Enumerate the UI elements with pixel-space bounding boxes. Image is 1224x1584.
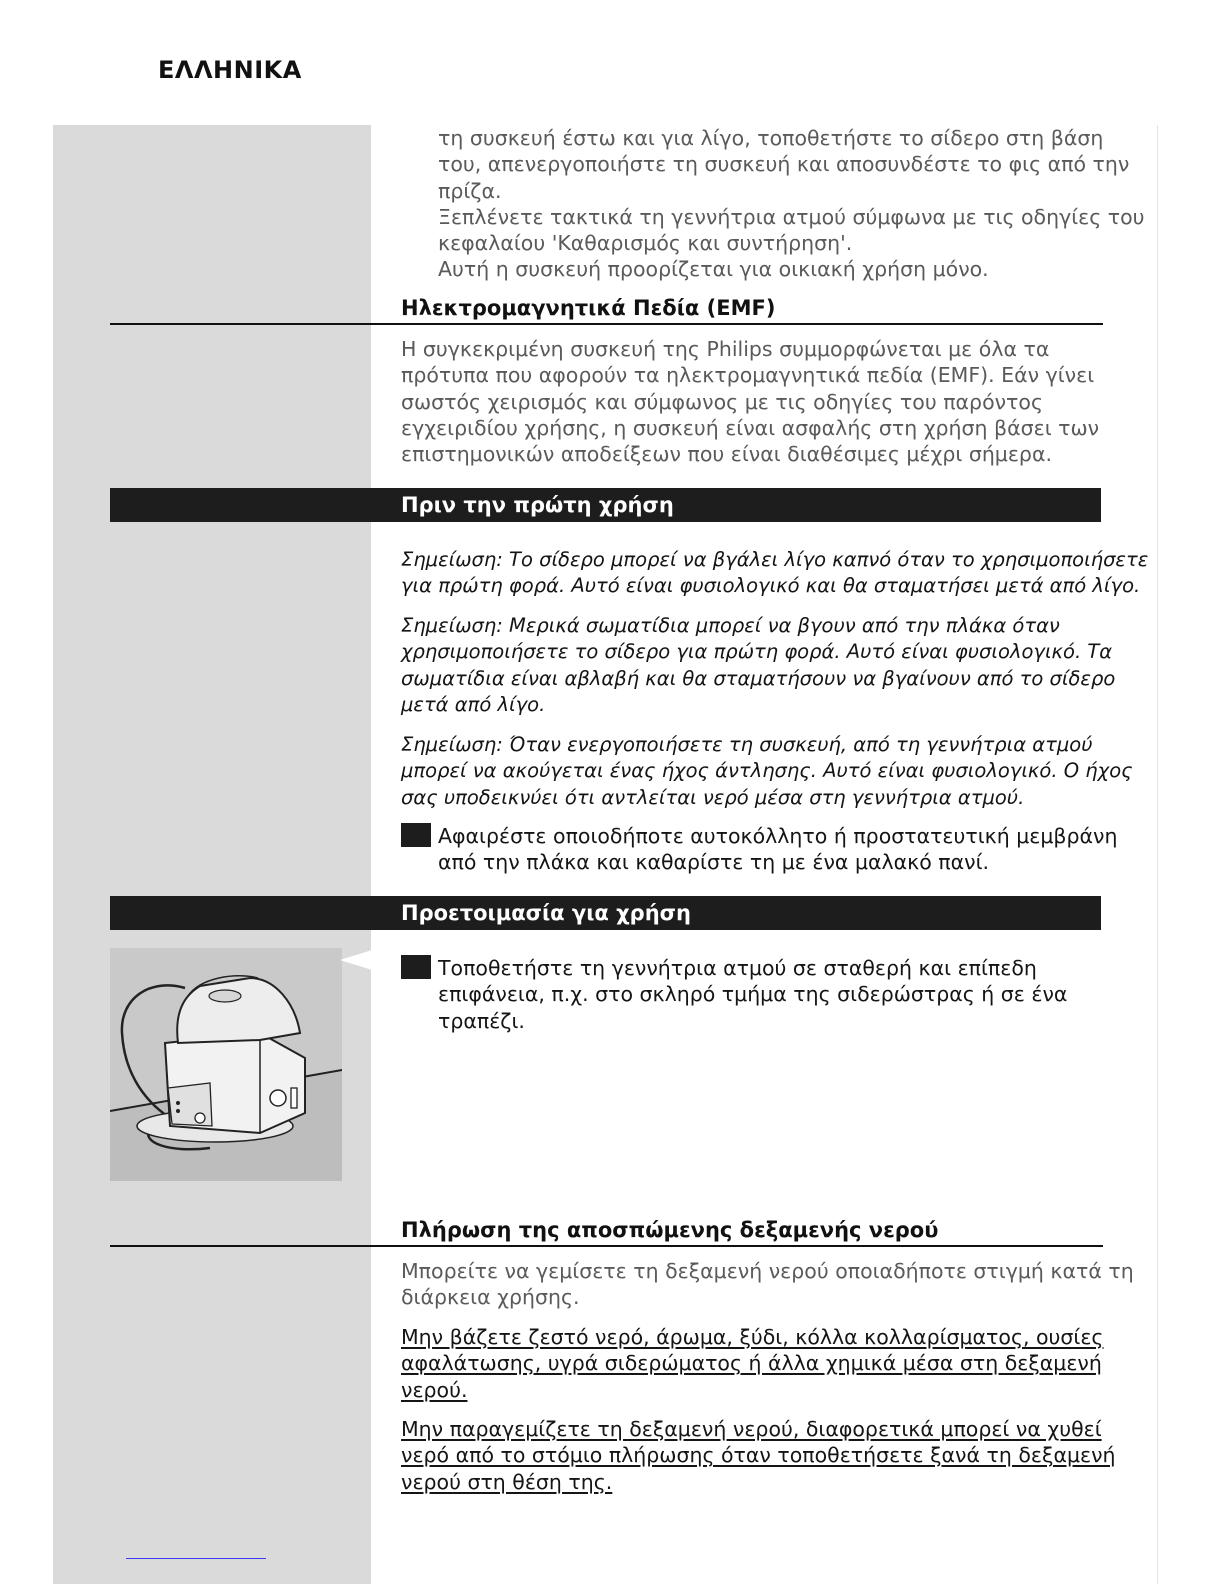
step-bullet-icon <box>401 823 431 847</box>
emf-line: Η συγκεκριμένη συσκευή της Philips συμμορφώνεται με όλα τα <box>401 337 1050 361</box>
note-line: μετά από λίγο. <box>401 692 546 716</box>
note-line: σωματίδια είναι αβλαβή και θα σταματήσουν να βγαίνουν από το σίδερο <box>401 666 1116 690</box>
step-line: Τοποθετήστε τη γεννήτρια ατμού σε σταθερή και επίπεδη <box>438 956 1037 980</box>
warning-line: Μην βάζετε ζεστό νερό, άρωμα, ξύδι, κόλλα κολλαρίσματος, ουσίες <box>401 1325 1104 1349</box>
steam-generator-icon <box>110 948 342 1181</box>
emf-line: επιστημονικών αποδείξεων που είναι διαθέσιμες μέχρι σήμερα. <box>401 442 1052 467</box>
figure-callout-pointer <box>340 950 372 970</box>
warning-line: νερού στη θέση της. <box>401 1469 613 1494</box>
intro-line: τη συσκευή έστω και για λίγο, τοποθετήστε το σίδερο στη βάση <box>438 126 1104 150</box>
warning-line: αφαλάτωσης, υγρά σιδερώματος ή άλλα χημικά μέσα στη δεξαμενή <box>401 1351 1102 1376</box>
warning-no-overfill <box>401 1416 1116 1495</box>
warning-line: Μην παραγεμίζετε τη δεξαμενή νερού, διαφορετικά μπορεί να χυθεί <box>401 1417 1102 1441</box>
section-rule <box>110 1245 1103 1247</box>
tank-paragraph <box>401 1258 1134 1311</box>
page-language-title: ΕΛΛΗΝΙΚΑ <box>158 56 302 84</box>
note-line: μπορεί να ακούγεται ένας ήχος άντλησης. Αυτό είναι φυσιολογικό. Ο ήχος <box>401 759 1133 783</box>
section-rule <box>110 323 1103 325</box>
intro-text <box>438 125 1145 283</box>
warning-no-additives <box>401 1324 1103 1403</box>
first-use-heading: Πριν την πρώτη χρήση <box>401 493 674 517</box>
emf-line: πρότυπα που αφορούν τα ηλεκτρομαγνητικά πεδία (EMF). Εάν γίνει <box>401 363 1095 388</box>
note-line: για πρώτη φορά. Αυτό είναι φυσιολογικό και θα σταματήσει μετά από λίγο. <box>401 574 1141 598</box>
note-line: Σημείωση: Μερικά σωματίδια μπορεί να βγουν από την πλάκα όταν <box>401 614 1060 637</box>
intro-line: κεφαλαίου 'Καθαρισμός και συντήρηση'. <box>438 231 853 256</box>
note-particles <box>401 613 1115 718</box>
note-line: σας υποδεικνύει ότι αντλείται νερό μέσα στη γεννήτρια ατμού. <box>401 785 1025 809</box>
note-line: Σημείωση: Το σίδερο μπορεί να βγάλει λίγο καπνό όταν το χρησιμοποιήσετε <box>401 548 1149 571</box>
tank-line: Μπορείτε να γεμίσετε τη δεξαμενή νερού οποιαδήποτε στιγμή κατά τη <box>401 1259 1134 1283</box>
emf-paragraph <box>401 336 1099 467</box>
note-pump-sound <box>401 732 1133 811</box>
emf-line: εγχειριδίου χρήσης, η συσκευή είναι ασφαλής στη χρήση βάσει των <box>401 415 1100 440</box>
step-remove-sticker <box>438 823 1117 876</box>
note-smoke <box>401 547 1148 600</box>
emf-heading: Ηλεκτρομαγνητικά Πεδία (EMF) <box>401 296 776 320</box>
step-line: επιφάνεια, π.χ. στο σκληρό τμήμα της σιδερώστρας ή σε ένα <box>438 982 1068 1007</box>
step-line: τραπέζι. <box>438 1008 525 1033</box>
step-place-generator <box>438 955 1067 1034</box>
section-bar-preparation <box>110 896 1101 930</box>
warning-line: νερού. <box>401 1377 468 1402</box>
step-line: Αφαιρέστε οποιοδήποτε αυτοκόλλητο ή προστατευτική μεμβράνη <box>438 824 1118 848</box>
emf-line: σωστός χειρισμός και σύμφωνος με τις οδηγίες του παρόντος <box>401 389 1043 414</box>
tank-line: διάρκεια χρήσης. <box>401 1285 580 1310</box>
section-bar-first-use <box>110 488 1101 522</box>
margin-column <box>53 125 371 1584</box>
steam-generator-illustration <box>110 948 342 1181</box>
note-line: χρησιμοποιήσετε το σίδερο για πρώτη φορά. Αυτό είναι φυσιολογικό. Τα <box>401 640 1113 664</box>
warning-line: νερό από το στόμιο πλήρωσης όταν τοποθετήσετε ξανά τη δεξαμενή <box>401 1443 1116 1468</box>
intro-line: Αυτή η συσκευή προορίζεται για οικιακή χρήση μόνο. <box>438 257 989 282</box>
right-margin-rule <box>1157 125 1158 1584</box>
preparation-heading: Προετοιμασία για χρήση <box>401 901 691 925</box>
intro-line: πρίζα. <box>438 178 502 203</box>
tank-heading: Πλήρωση της αποσπώμενης δεξαμενής νερού <box>401 1218 939 1242</box>
step-bullet-icon <box>401 955 431 979</box>
step-line: από την πλάκα και καθαρίστε τη με ένα μαλακό πανί. <box>438 850 990 875</box>
intro-line: Ξεπλένετε τακτικά τη γεννήτρια ατμού σύμφωνα με τις οδηγίες του <box>438 204 1145 229</box>
intro-line: του, απενεργοποιήστε τη συσκευή και αποσυνδέστε το φις από την <box>438 152 1130 177</box>
note-line: Σημείωση: Όταν ενεργοποιήσετε τη συσκευή, από τη γεννήτρια ατμού <box>401 733 1093 756</box>
footer-link-line <box>126 1558 266 1559</box>
